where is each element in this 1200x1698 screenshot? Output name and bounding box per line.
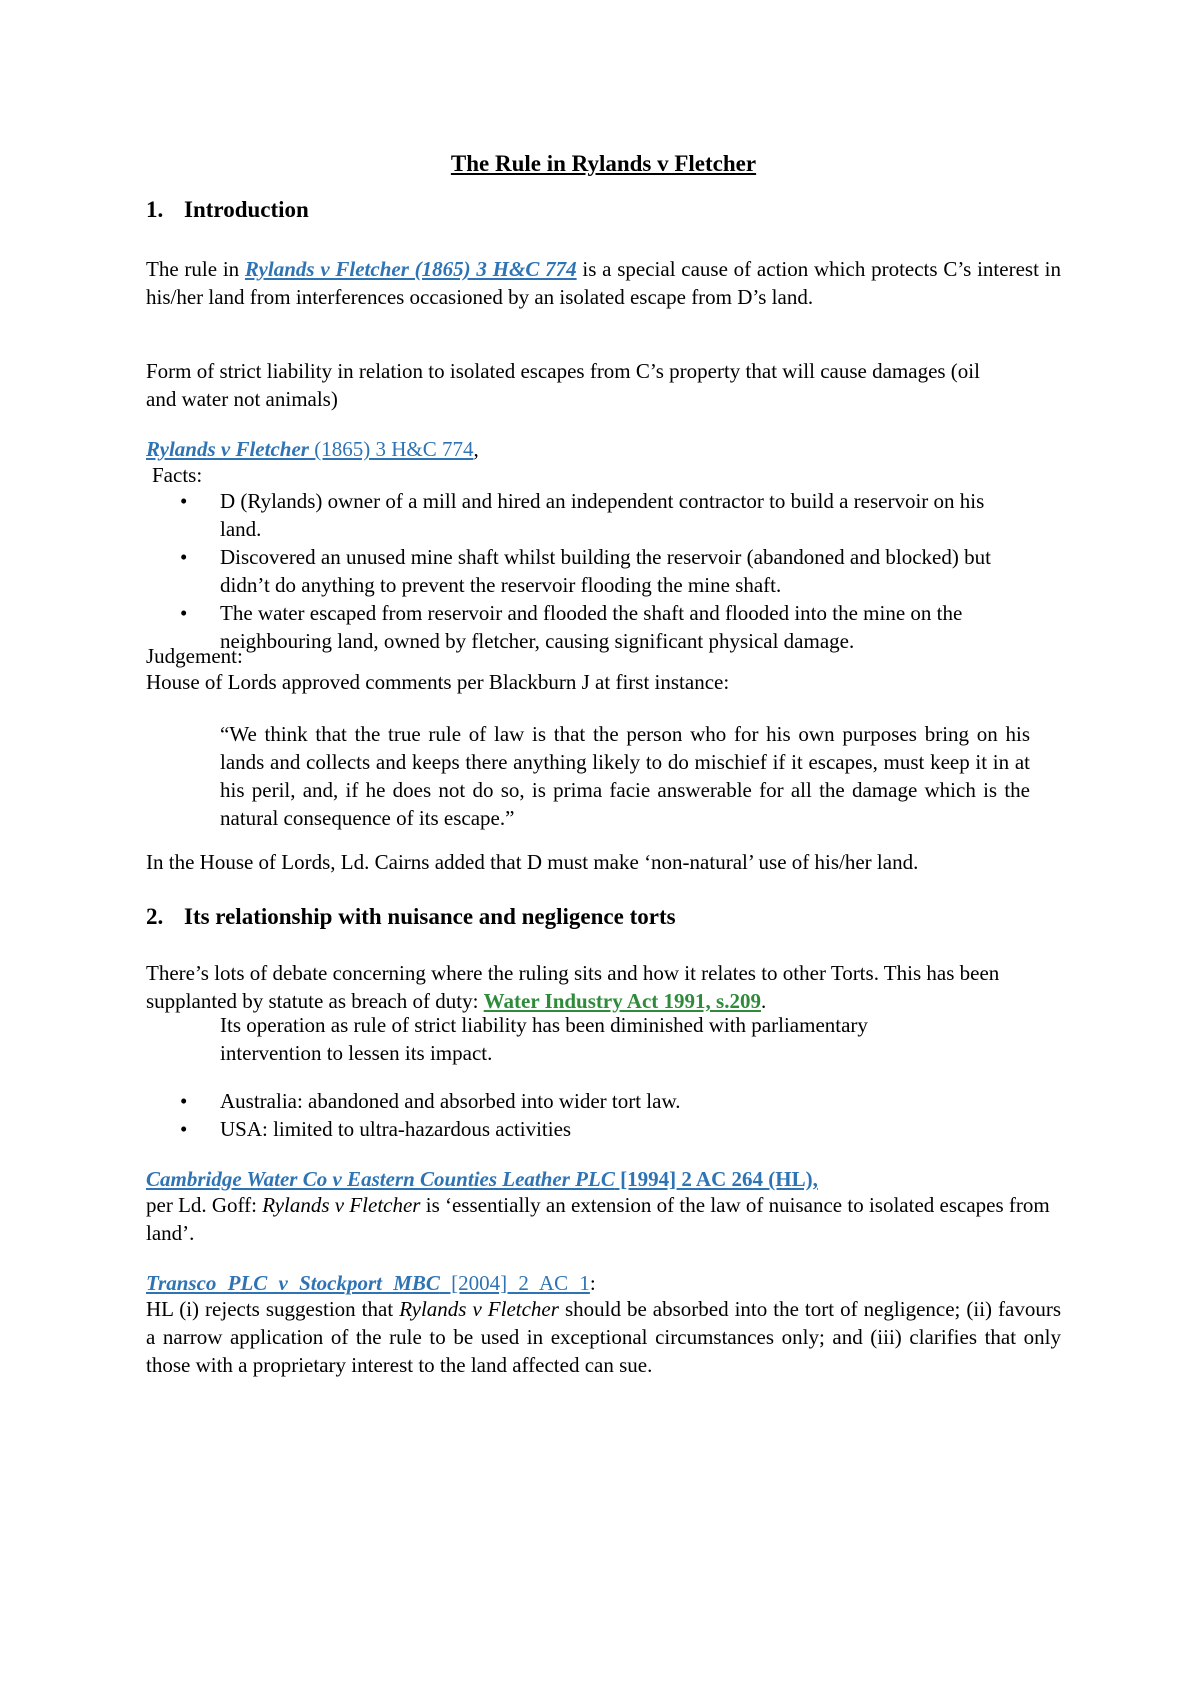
document-title: The Rule in Rylands v Fletcher: [450, 151, 757, 176]
list-item: • Australia: abandoned and absorbed into wider tort law.: [176, 1087, 1020, 1115]
list-item: • Discovered an unused mine shaft whilst building the reservoir (abandoned and blocked) but didn’t do anything to prevent the reservoir flooding the mine shaft.: [176, 543, 1020, 599]
cambridge-paragraph: [146, 1191, 1061, 1247]
section-2-title: Its relationship with nuisance and negligence torts: [184, 904, 676, 929]
case-link-cambridge-water[interactable]: Cambridge Water Co v Eastern Counties Leather PLC: [146, 1167, 615, 1191]
debate-period: .: [760, 989, 767, 1013]
case-link-cambridge-citation[interactable]: [1994] 2 AC 264 (HL),: [614, 1167, 818, 1191]
strict-liability-paragraph: Form of strict liability in relation to isolated escapes from C’s property that will cause damages (oil and water not animals): [146, 359, 980, 411]
list-item: • USA: limited to ultra-hazardous activities: [176, 1115, 1020, 1143]
section-1-title: Introduction: [184, 197, 309, 222]
transco-paragraph: [146, 1295, 1061, 1379]
jurisdiction-list: [176, 1087, 1020, 1143]
transco-case-name: Rylands v Fletcher: [399, 1297, 559, 1321]
blackburn-quote: “We think that the true rule of law is that the person who for his own purposes bring on his lands and collects and keeps there anything likely to do mischief if it escapes, must keep it in at his peril, and, if he does not do so, is prima facie answerable for all the damage which is the natural consequence of its escape.”: [220, 722, 1030, 830]
intro-paragraph: [146, 255, 1061, 311]
case-link-rylands-title[interactable]: Rylands v Fletcher: [146, 437, 309, 461]
case-link-rylands[interactable]: Rylands v Fletcher (1865) 3 H&C 774: [244, 257, 577, 281]
transco-text-end: should be absorbed into the tort of negligence; (ii) favours a narrow application of the rule to be used in exceptional circumstances only; and (iii) clarifies that only those with a proprietary interest to the land affected can sue.: [146, 1297, 1062, 1377]
cairns-paragraph: In the House of Lords, Ld. Cairns added that D must make ‘non-natural’ use of his/her land.: [146, 850, 919, 874]
case-heading-cambridge: [146, 1165, 1061, 1193]
intro-text-end: is a special cause of action which protects C’s interest in his/her land from interferences occasioned by an isolated escape from D’s land.: [146, 257, 1062, 309]
list-item: • D (Rylands) owner of a mill and hired an independent contractor to build a reservoir on his land.: [176, 487, 1020, 543]
facts-label: Facts:: [152, 463, 203, 487]
section-1-heading: [146, 196, 309, 224]
judgement-intro: House of Lords approved comments per Blackburn J at first instance:: [146, 670, 730, 694]
case-link-rylands-citation[interactable]: (1865) 3 H&C 774: [308, 437, 474, 461]
section-2-number: 2.: [146, 904, 164, 929]
statute-link-water-industry-act[interactable]: Water Industry Act 1991, s.209: [483, 989, 761, 1013]
case-link-transco-citation[interactable]: [2004] 2 AC 1: [439, 1271, 590, 1295]
section-1-number: 1.: [146, 197, 164, 222]
cambridge-text-start: per Ld. Goff:: [146, 1193, 263, 1217]
cambridge-text-end: is ‘essentially an extension of the law of nuisance to isolated escapes from land’.: [146, 1193, 1050, 1245]
debate-paragraph: [146, 959, 1066, 1015]
facts-list: [176, 487, 1020, 655]
transco-colon: :: [589, 1271, 596, 1295]
case-heading-transco: [146, 1269, 1061, 1297]
transco-text-start: HL (i) rejects suggestion that: [146, 1297, 400, 1321]
list-item: • The water escaped from reservoir and flooded the shaft and flooded into the mine on the neighbouring land, owned by fletcher, causing significant physical damage.: [176, 599, 1020, 655]
intro-text-start: The rule in: [146, 257, 245, 281]
case-link-transco[interactable]: Transco PLC v Stockport MBC: [146, 1271, 440, 1295]
case-heading-comma: ,: [473, 437, 479, 461]
operation-paragraph: Its operation as rule of strict liability has been diminished with parliamentary intervention to lessen its impact.: [220, 1013, 868, 1065]
judgement-label: Judgement:: [146, 644, 243, 668]
cambridge-case-name: Rylands v Fletcher: [262, 1193, 421, 1217]
section-2-heading: [146, 903, 676, 931]
debate-text: There’s lots of debate concerning where the ruling sits and how it relates to other Torts. This has been supplanted by statute as breach of duty:: [146, 961, 1000, 1013]
case-heading-rylands: [146, 435, 1061, 463]
